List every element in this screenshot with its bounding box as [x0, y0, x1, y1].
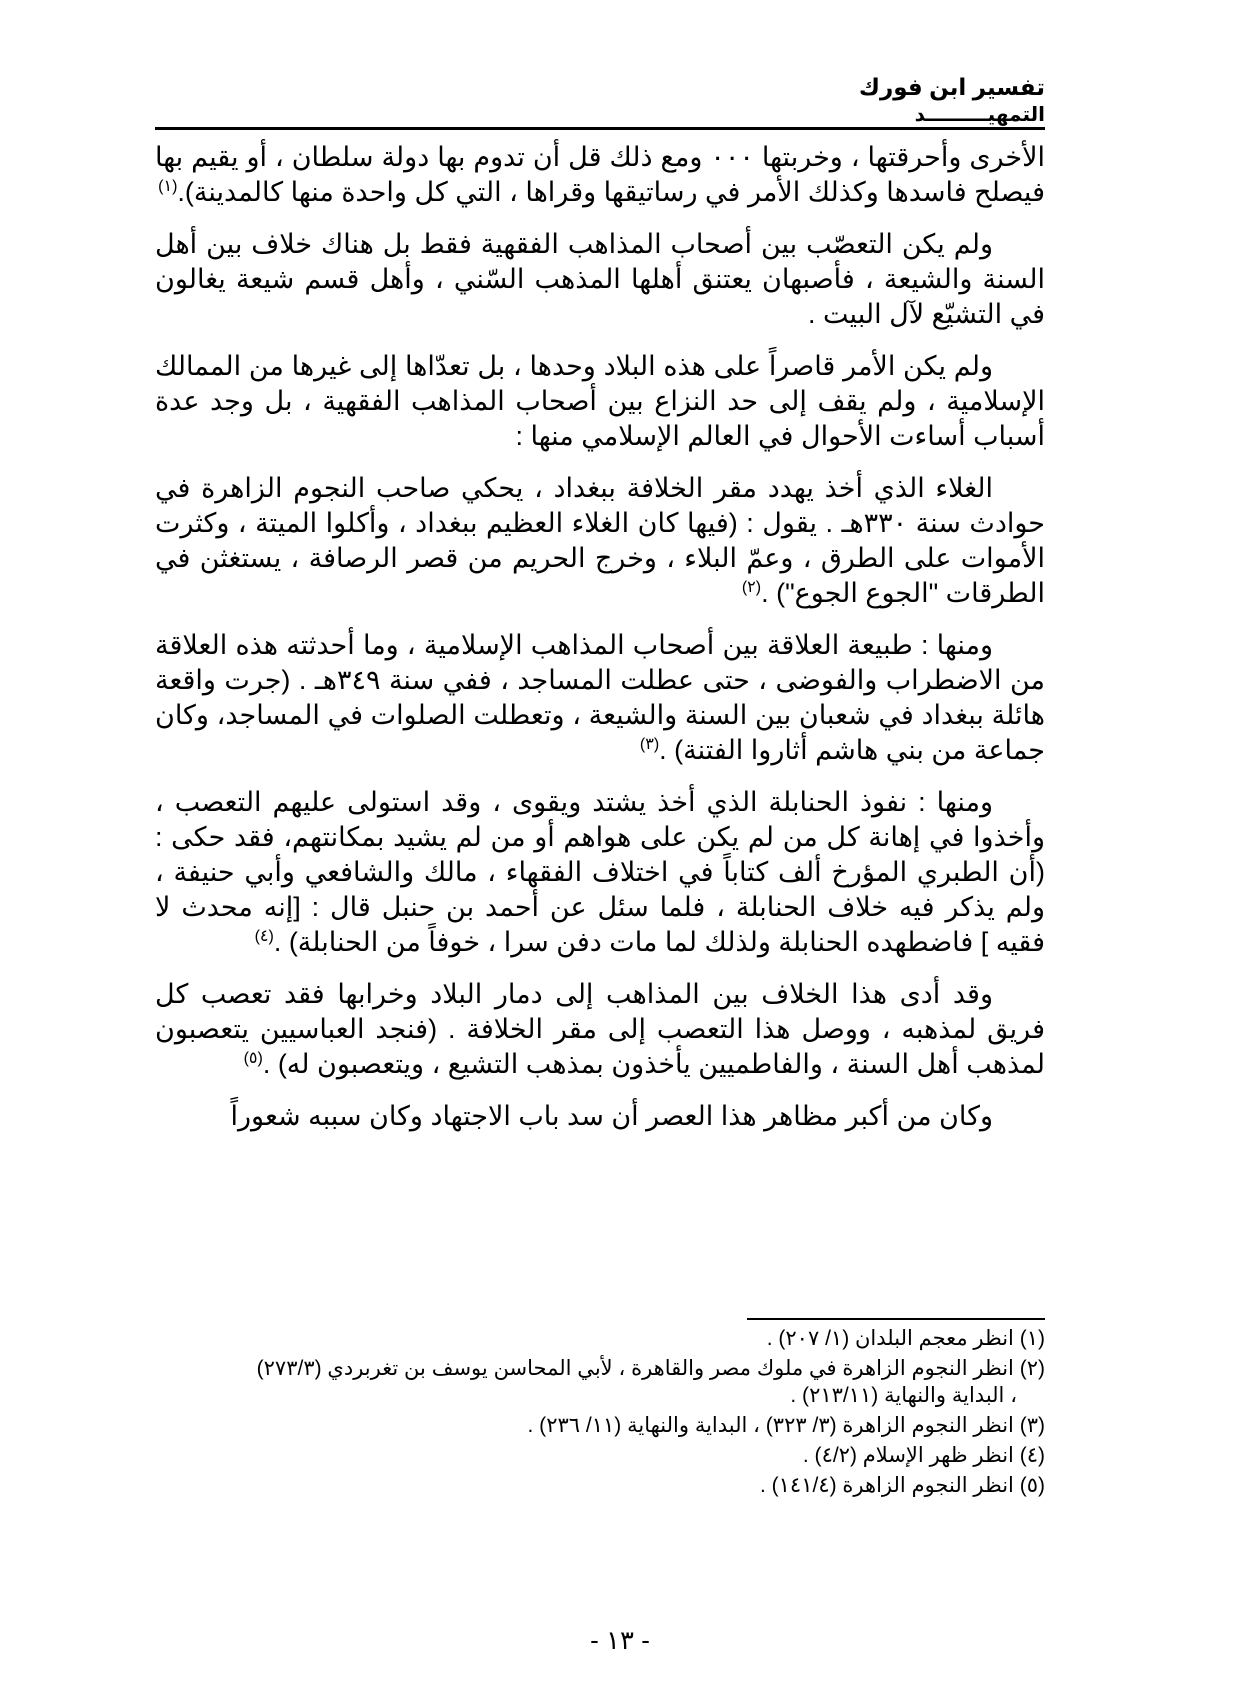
- footnote-separator: [747, 1318, 1045, 1320]
- section-title: التمهيـــــــــد: [914, 104, 1045, 126]
- paragraph: ولم يكن التعصّب بين أصحاب المذاهب الفقهية فقط بل هناك خلاف بين أهل السنة والشيعة ، فأصبهان يعتنق أهلها المذهب السّني ، وأهل قسم شيعة يغالون في التشيّع لآل البيت .: [155, 229, 1045, 329]
- paragraph: وكان من أكبر مظاهر هذا العصر أن سد باب الاجتهاد وكان سببه شعوراً: [230, 1101, 993, 1131]
- footnote: (٥) انظر النجوم الزاهرة (١٤١/٤) .: [759, 1474, 1045, 1497]
- footnotes: [153, 1325, 1045, 1502]
- footnote-ref: (٣): [639, 736, 660, 753]
- paragraph: ومنها : طبيعة العلاقة بين أصحاب المذاهب الإسلامية ، وما أحدثته هذه العلاقة من الاضطراب والفوضى ، حتى عطلت المساجد ، ففي سنة ٣٤٩هـ . (جرت واقعة هائلة ببغداد في شعبان بين السنة والشيعة ، وتعطلت الصلوات في المساجد، وكان جماعة من بني هاشم أثاروا الفتنة) .$^{(٣)}$: [155, 630, 1046, 765]
- footnote: (١) انظر معجم البلدان (١/ ٢٠٧) .: [766, 1327, 1045, 1350]
- page-number: - ١٣ -: [590, 1625, 650, 1655]
- footnote: (٢) انظر النجوم الزاهرة في ملوك مصر والقاهرة ، لأبي المحاسن يوسف بن تغربردي (٢٧٣/٣) ، البداية والنهاية (٢١٣/١١) .: [256, 1357, 1045, 1407]
- footnote-ref: (١): [158, 178, 178, 195]
- paragraph: ومنها : نفوذ الحنابلة الذي أخذ يشتد ويقوى ، وقد استولى عليهم التعصب ، وأخذوا في إهانة كل من لم يكن على هواهم أو من لم يشيد بمكانتهم، فقد حكى : (أن الطبري المؤرخ ألف كتاباً في اختلاف الفقهاء ، مالك والشافعي وأبي حنيفة ، ولم يذكر فيه خلاف الحنابلة ، فلما سئل عن أحمد بن حنبل قال : [إنه محدث لا فقيه ] فاضطهده الحنابلة ولذلك لما مات دفن سرا ، خوفاً من الحنابلة) .$^{(٤)}$: [155, 787, 1045, 957]
- paragraph: الأخرى وأحرقتها ، وخربتها ٠٠٠ ومع ذلك قل أن تدوم بها دولة سلطان ، أو يقيم بها فيصلح فاسدها وكذلك الأمر في رساتيقها وقراها ، التي كل واحدة منها كالمدينة).$^{(١)}$: [155, 142, 1046, 207]
- footnote-ref: (٥): [243, 1050, 263, 1067]
- paragraph: ولم يكن الأمر قاصراً على هذه البلاد وحدها ، بل تعدّاها إلى غيرها من الممالك الإسلامية ، ولم يقف إلى حد النزاع بين أصحاب المذاهب الفقهية ، بل وجد عدة أسباب أساءت الأحوال في العالم الإسلامي منها :: [155, 351, 1045, 451]
- footnote-ref: (٤): [254, 928, 274, 945]
- paragraph: الغلاء الذي أخذ يهدد مقر الخلافة ببغداد ، يحكي صاحب النجوم الزاهرة في حوادث سنة ٣٣٠هـ . يقول : (فيها كان الغلاء العظيم ببغداد ، وأكلوا الميتة ، وكثرت الأموات على الطرق ، وعمّ البلاء ، وخرج الحريم من قصر الرصافة ، يستغثن في الطرقات "الجوع الجوع") .$^{(٢)}$: [155, 473, 1045, 608]
- header-rule: [155, 127, 1045, 130]
- running-header: [155, 72, 1045, 126]
- body-text: [155, 140, 1045, 1151]
- paragraph: وقد أدى هذا الخلاف بين المذاهب إلى دمار البلاد وخرابها فقد تعصب كل فريق لمذهبه ، ووصل هذا التعصب إلى مقر الخلافة . (فنجد العباسيين يتعصبون لمذهب أهل السنة ، والفاطميين يأخذون بمذهب التشيع ، ويتعصبون له) .$^{(٥)}$: [155, 979, 1045, 1079]
- footnote: (٤) انظر ظهر الإسلام (٤/٢) .: [802, 1444, 1045, 1467]
- footnote: (٣) انظر النجوم الزاهرة (٣/ ٣٢٣) ، البداية والنهاية (١١/ ٢٣٦) .: [527, 1414, 1045, 1437]
- footnote-ref: (٢): [741, 579, 762, 596]
- book-title: تفسير ابن فورك: [858, 74, 1045, 100]
